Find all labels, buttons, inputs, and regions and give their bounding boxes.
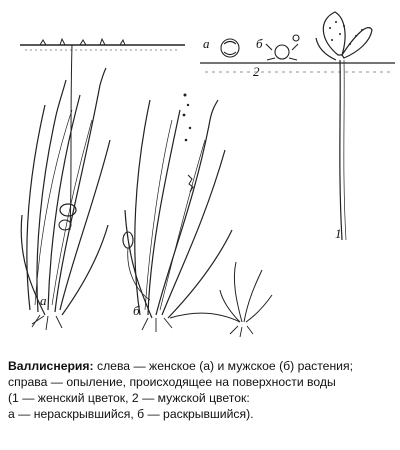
label-female-flower-number: 1: [335, 226, 342, 241]
label-male-plant: б: [133, 303, 140, 318]
caption-line-1: [8, 358, 396, 374]
male-flower-unopened: [221, 39, 239, 57]
water-surface-left: [20, 39, 185, 50]
female-flower: [316, 12, 372, 240]
label-male-flower-number: 2: [253, 64, 260, 79]
male-flower-opened: [266, 35, 299, 60]
female-plant: [21, 45, 110, 330]
caption-line-3: (1 — женский цветок, 2 — мужской цветок:: [8, 391, 250, 405]
offshoot-plant: [220, 262, 272, 337]
label-unopened: а: [203, 36, 210, 51]
label-female-plant: а: [40, 293, 47, 308]
figure-caption: [8, 358, 396, 422]
caption-line-1-rest: слева — женское (а) и мужское (б) растения;: [93, 359, 353, 373]
caption-line-2: справа — опыление, происходящее на поверхности воды: [8, 375, 336, 389]
label-opened: б: [256, 36, 263, 51]
caption-line-4: а — нераскрывшийся, б — раскрывшийся).: [8, 407, 254, 421]
male-plant: [123, 94, 240, 333]
caption-title: Валлиснерия:: [8, 359, 94, 373]
water-surface-right: [200, 63, 395, 72]
